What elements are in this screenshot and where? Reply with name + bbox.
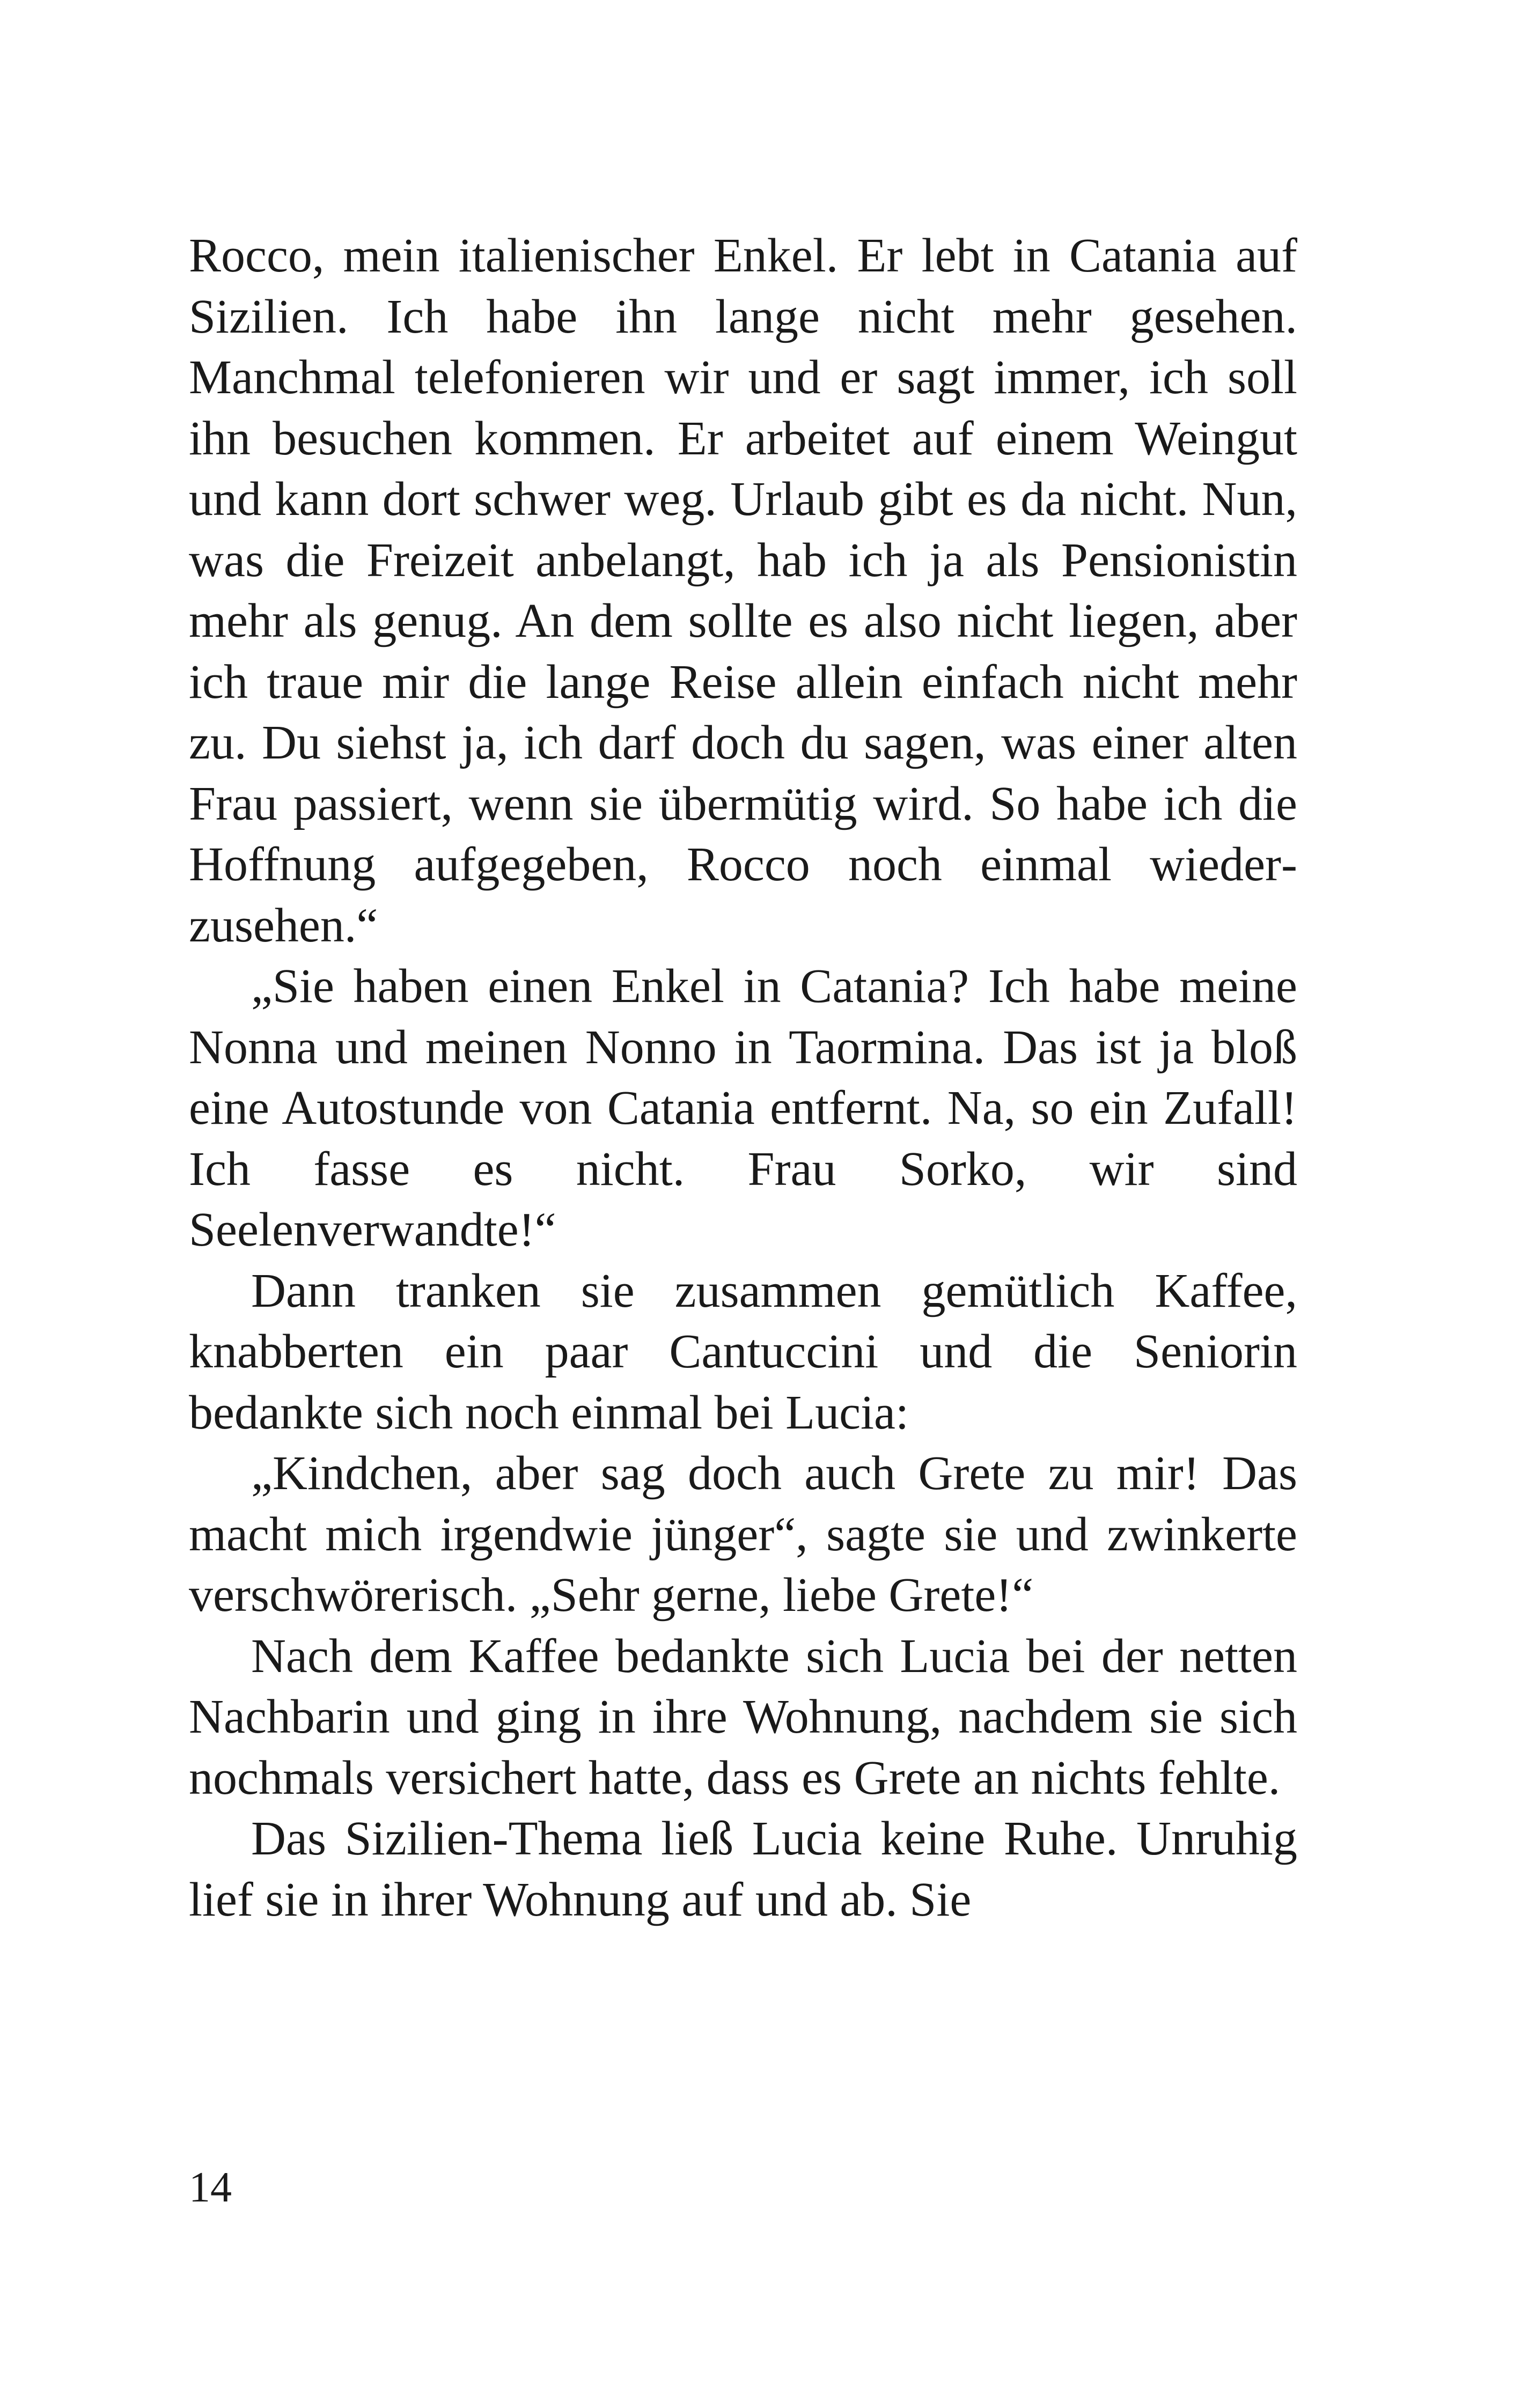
paragraph-6: Das Sizilien-Thema ließ Lucia keine Ruhe. Unruhig lief sie in ihrer Wohnung auf und ab. Sie xyxy=(189,1812,1297,1926)
paragraph-2: „Sie haben einen Enkel in Catania? Ich habe meine Nonna und meinen Nonno in Taormina. Das ist ja bloß eine Autostunde von Catania entfernt. Na, so ein Zufall! Ich fasse es nicht. Frau Sorko, wir sind Seelenverwandte!“ xyxy=(189,960,1297,1256)
paragraph-4: „Kindchen, aber sag doch auch Grete zu mir! Das macht mich irgendwie jünger“, sagte sie und zwinkerte verschwörerisch. „Sehr gerne, liebe Grete!“ xyxy=(189,1447,1297,1622)
paragraph-3: Dann tranken sie zusammen gemütlich Kaffee, knabberten ein paar Cantuccini und die Seniorin bedankte sich noch einmal bei Lucia: xyxy=(189,1264,1297,1439)
page-number: 14 xyxy=(189,2164,232,2211)
paragraph-1: Rocco, mein italienischer Enkel. Er lebt in Catania auf Sizilien. Ich habe ihn lange nicht mehr gesehen. Manchmal telefonieren wir und er sagt immer, ich soll ihn besuchen kommen. Er arbeitet auf einem Weingut und kann dort schwer weg. Urlaub gibt es da nicht. Nun, was die Freizeit anbelangt, hab ich ja als Pensionistin mehr als genug. An dem sollte es also nicht liegen, aber ich traue mir die lange Reise allein einfach nicht mehr zu. Du siehst ja, ich darf doch du sagen, was einer alten Frau passiert, wenn sie übermütig wird. So habe ich die Hoffnung aufgegeben, Rocco noch einmal wiederzusehen.“ xyxy=(189,229,1297,952)
body-text xyxy=(189,225,1297,1930)
paragraph-5: Nach dem Kaffee bedankte sich Lucia bei der netten Nachbarin und ging in ihre Wohnung, nachdem sie sich nochmals versichert hatte, dass es Grete an nichts fehlte. xyxy=(189,1629,1297,1805)
